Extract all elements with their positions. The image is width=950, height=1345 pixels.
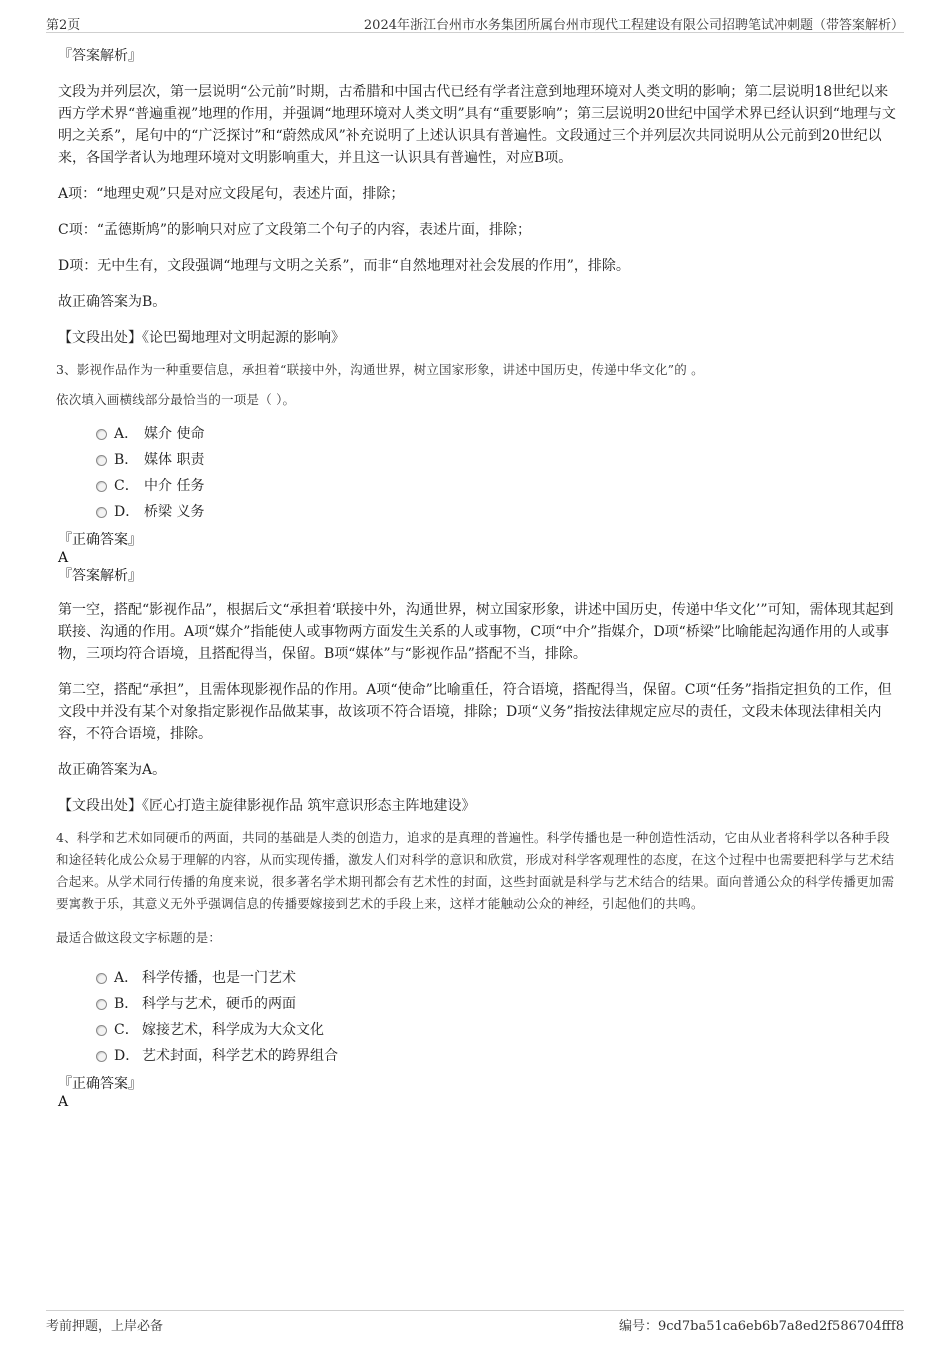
radio-button[interactable] [96, 973, 107, 984]
radio-button[interactable] [96, 1025, 107, 1036]
q4-correct-answer: A [58, 1094, 69, 1110]
page-header [46, 12, 904, 33]
q3-option-c[interactable]: C． 中介 任务 [56, 473, 896, 499]
q3-option-d[interactable]: D． 桥梁 义务 [56, 499, 896, 525]
q4-correct-heading: 『正确答案』 [58, 1076, 142, 1092]
q3-prompt: 依次填入画横线部分最恰当的一项是（ ）。 [56, 392, 296, 407]
q3-analysis-heading: 『答案解析』 [58, 568, 142, 584]
radio-button[interactable] [96, 481, 107, 492]
q2-option-a-analysis: A项：“地理史观”只是对应文段尾句，表述片面，排除； [58, 186, 405, 202]
radio-button[interactable] [96, 999, 107, 1010]
q3-stem: 3、影视作品作为一种重要信息，承担着“联接中外，沟通世界，树立国家形象，讲述中国历史，传递中华文化”的 。 [56, 362, 704, 377]
q3-option-a[interactable]: A． 媒介 使命 [56, 421, 896, 447]
q3-option-b[interactable]: B． 媒体 职责 [56, 447, 896, 473]
footer-slogan: 考前押题，上岸必备 [46, 1319, 164, 1334]
page-footer [46, 1310, 904, 1335]
radio-button[interactable] [96, 429, 107, 440]
radio-button[interactable] [96, 1051, 107, 1062]
q3-source: 【文段出处】《匠心打造主旋律影视作品 筑牢意识形态主阵地建设》 [58, 798, 476, 814]
page-content [56, 46, 896, 1111]
q3-correct-answer: A [58, 550, 69, 566]
q2-source: 【文段出处】《论巴蜀地理对文明起源的影响》 [58, 330, 345, 346]
q4-stem: 4、科学和艺术如同硬币的两面，共同的基础是人类的创造力，追求的是真理的普遍性。科学传播也是一种创造性活动，它由从业者将科学以各种手段和途径转化成公众易于理解的内容，从而实现传播，激发人们对科学的意识和欣赏，形成对科学客观理性的态度，在这个过程中也需要把科学与艺术结合起来。从学术同行传播的角度来说，很多著名学术期刊都会有艺术性的封面，这些封面就是科学与艺术结合的结果。面向普通公众的科学传播更加需要寓教于乐，其意义无外乎强调信息的传播要嫁接到艺术的手段上来，这样才能触动公众的神经，引起他们的共鸣。 [56, 830, 895, 911]
q2-option-d-analysis: D项：无中生有，文段强调“地理与文明之关系”，而非“自然地理对社会发展的作用”，排除。 [58, 258, 630, 274]
q4-option-a[interactable]: A． 科学传播，也是一门艺术 [56, 965, 896, 991]
q3-options [56, 421, 896, 525]
q4-options [56, 965, 896, 1069]
document-id: 编号：9cd7ba51ca6eb6b7a8ed2f586704fff8 [618, 1319, 904, 1334]
q2-option-c-analysis: C项：“孟德斯鸠”的影响只对应了文段第二个句子的内容，表述片面，排除； [58, 222, 532, 238]
document-title: 2024年浙江台州市水务集团所属台州市现代工程建设有限公司招聘笔试冲刺题（带答案解析） [363, 18, 904, 33]
q3-correct-heading: 『正确答案』 [58, 532, 142, 548]
q2-analysis-paragraph: 文段为并列层次，第一层说明“公元前”时期，古希腊和中国古代已经有学者注意到地理环境对人类文明的影响；第二层说明18世纪以来西方学术界“普遍重视”地理的作用，并强调“地理环境对人类文明”具有“重要影响”；第三层说明20世纪中国学术界已经认识到“地理与文明之关系”，尾句中的“广泛探讨”和“蔚然成风”补充说明了上述认识具有普遍性。文段通过三个并列层次共同说明从公元前到20世纪以来，各国学者认为地理环境对文明影响重大，并且这一认识具有普遍性，对应B项。 [58, 84, 896, 166]
q3-analysis-paragraph-1: 第一空，搭配“影视作品”，根据后文“承担着‘联接中外，沟通世界，树立国家形象，讲述中国历史，传递中华文化’”可知，需体现其起到联接、沟通的作用。A项“媒介”指能使人或事物两方面发生关系的人或事物，C项“中介”指媒介，D项“桥梁”比喻能起沟通作用的人或事物，三项均符合语境，且搭配得当，保留。B项“媒体”与“影视作品”搭配不当，排除。 [58, 602, 894, 662]
q3-conclusion: 故正确答案为A。 [58, 762, 167, 778]
radio-button[interactable] [96, 455, 107, 466]
q4-option-d[interactable]: D． 艺术封面，科学艺术的跨界组合 [56, 1043, 896, 1069]
q3-analysis-paragraph-2: 第二空，搭配“承担”，且需体现影视作品的作用。A项“使命”比喻重任，符合语境，搭配得当，保留。C项“任务”指指定担负的工作，但文段中并没有某个对象指定影视作品做某事，故该项不符合语境，排除；D项“义务”指按法律规定应尽的责任，文段未体现法律相关内容，不符合语境，排除。 [58, 682, 892, 742]
q4-option-b[interactable]: B． 科学与艺术，硬币的两面 [56, 991, 896, 1017]
page-number: 第2页 [46, 18, 81, 33]
q4-prompt: 最适合做这段文字标题的是： [56, 930, 222, 945]
q2-analysis-heading: 『答案解析』 [58, 48, 142, 64]
radio-button[interactable] [96, 507, 107, 518]
q2-conclusion: 故正确答案为B。 [58, 294, 167, 310]
q4-option-c[interactable]: C． 嫁接艺术，科学成为大众文化 [56, 1017, 896, 1043]
